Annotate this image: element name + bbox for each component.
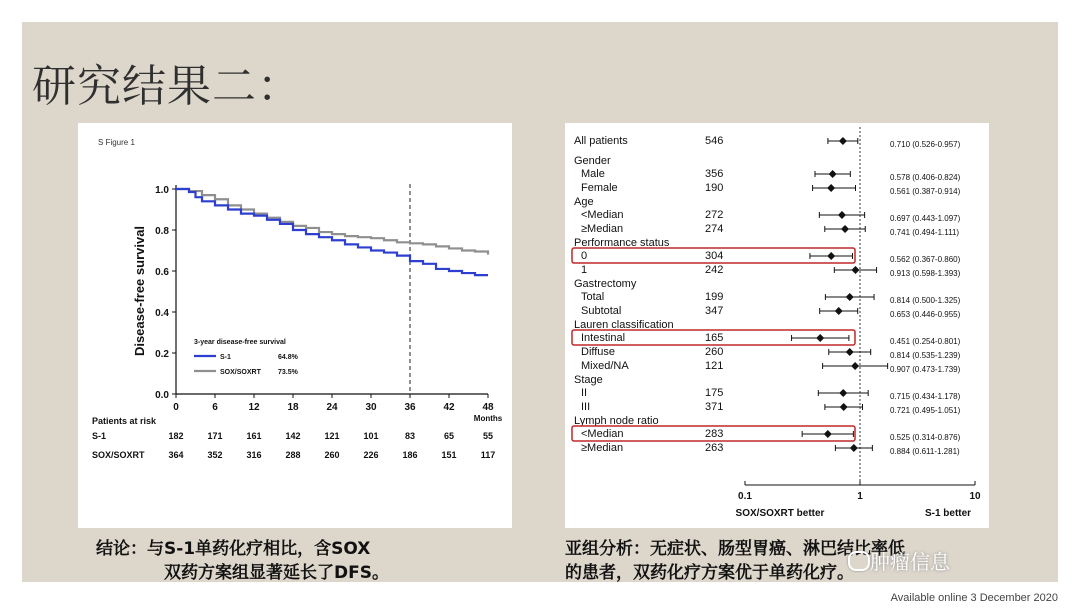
hr-point [846,293,854,301]
hr-ci-text: 0.561 (0.387-0.914) [890,187,961,196]
x-tick-label: 0 [173,402,179,413]
hr-point [850,444,858,452]
y-tick-label: 0.2 [155,349,169,360]
subgroup-heading: Lauren classification [574,319,674,331]
available-online-note: Available online 3 December 2020 [890,592,1058,604]
x-tick-label: 48 [482,402,494,413]
hr-point [840,403,848,411]
legend-value: 64.8% [278,354,298,361]
hr-point [824,430,832,438]
hr-point [827,252,835,260]
subgroup-label: Male [581,168,605,180]
watermark-text: 肿瘤信息 [870,550,950,574]
patient-count: 165 [705,332,724,344]
risk-cell: 352 [207,450,223,460]
right-caption-line1: 亚组分析：无症状、肠型胃癌、淋巴结比率低 [565,539,905,559]
forest-panel [565,123,989,528]
risk-cell: 316 [246,450,262,460]
risk-cell: 182 [168,431,184,441]
risk-cell: 65 [443,431,455,441]
slide-title: 研究结果二： [32,61,302,112]
subgroup-label: ≥Median [581,223,624,235]
forest-x-tick-label: 10 [969,491,981,502]
hr-ci-text: 0.884 (0.611-1.281) [890,447,960,456]
subgroup-label: III [581,401,591,413]
patient-count: 356 [705,168,724,180]
hr-point [835,307,843,315]
patient-count: 121 [705,360,724,372]
km-curve-sox-soxrt [176,189,488,255]
hr-ci-text: 0.578 (0.406-0.824) [890,173,961,182]
km-chart [78,123,512,528]
risk-row-label: S-1 [92,431,107,441]
hr-ci-text: 0.715 (0.434-1.178) [890,392,961,401]
patient-count: 304 [705,250,724,262]
subgroup-heading: Stage [574,374,603,386]
wechat-icon [848,551,870,571]
risk-cell: 364 [168,450,184,460]
hr-point [838,211,846,219]
left-caption-line2: 双药方案组显著延长了DFS。 [164,563,389,583]
risk-cell: 226 [363,450,379,460]
patient-count: 546 [705,135,724,147]
patient-count: 263 [705,442,724,454]
left-caption-line1: 结论：与S-1单药化疗相比，含SOX [96,539,371,559]
x-tick-label: 6 [212,402,218,413]
patient-count: 242 [705,264,724,276]
hr-point [846,348,854,356]
forest-x-tick-label: 0.1 [738,491,752,502]
left-caption [96,537,389,585]
x-tick-label: 30 [365,402,377,413]
risk-cell: 142 [285,431,301,441]
x-tick-label: 42 [443,402,455,413]
risk-cell: 117 [480,450,496,460]
legend-name: SOX/SOXRT [220,369,261,376]
subgroup-label: II [581,387,588,399]
hr-ci-text: 0.653 (0.446-0.955) [890,310,961,319]
hr-ci-text: 0.525 (0.314-0.876) [890,433,961,442]
subgroup-label: All patients [574,135,628,147]
y-axis-label: Disease-free survival [132,225,147,357]
y-tick-label: 0.4 [155,308,169,319]
risk-table-title: Patients at risk [92,416,157,426]
x-tick-label: 18 [287,402,299,413]
subgroup-heading: Age [574,196,594,208]
hr-ci-text: 0.814 (0.535-1.239) [890,351,961,360]
hr-point [841,225,849,233]
subgroup-label: <Median [581,428,624,440]
subgroup-label: Intestinal [581,332,626,344]
y-tick-label: 1.0 [155,185,169,196]
subgroup-heading: Gastrectomy [574,278,637,290]
hr-point [839,137,847,145]
patient-count: 272 [705,209,724,221]
km-panel [78,123,512,528]
x-axis-unit: Months [473,414,503,423]
subgroup-label: 0 [581,250,588,262]
forest-x-tick-label: 1 [857,491,863,502]
hr-point [839,389,847,397]
hr-point [851,266,859,274]
patient-count: 190 [705,182,724,194]
x-tick-label: 12 [248,402,260,413]
y-tick-label: 0.8 [155,226,169,237]
subgroup-label: Mixed/NA [581,360,629,372]
subgroup-heading: Performance status [574,237,670,249]
subgroup-label: Female [581,182,618,194]
x-tick-label: 36 [404,402,416,413]
legend-value: 73.5% [278,369,298,376]
hr-ci-text: 0.741 (0.494-1.111) [890,228,960,237]
hr-ci-text: 0.814 (0.500-1.325) [890,296,961,305]
subgroup-label: ≥Median [581,442,624,454]
y-tick-label: 0.0 [155,390,169,401]
risk-cell: 288 [285,450,301,460]
subgroup-label: <Median [581,209,624,221]
risk-row-label: SOX/SOXRT [92,450,145,460]
forest-plot [565,123,989,528]
patient-count: 274 [705,223,724,235]
risk-cell: 186 [402,450,418,460]
patient-count: 283 [705,428,724,440]
left-favors-label: SOX/SOXRT better [735,508,825,519]
right-favors-label: S-1 better [924,508,972,519]
patient-count: 175 [705,387,724,399]
right-caption-line2: 的患者，双药化疗方案优于单药化疗。 [565,563,854,583]
hr-point [827,184,835,192]
subgroup-heading: Lymph node ratio [574,415,659,427]
patient-count: 199 [705,291,724,303]
figure-label: S Figure 1 [98,138,135,147]
patient-count: 347 [705,305,724,317]
patient-count: 260 [705,346,724,358]
risk-cell: 83 [404,431,416,441]
hr-ci-text: 0.721 (0.495-1.051) [890,406,961,415]
hr-point [851,362,859,370]
risk-cell: 121 [324,431,340,441]
hr-ci-text: 0.710 (0.526-0.957) [890,140,961,149]
subgroup-heading: Gender [574,155,611,167]
subgroup-label: Subtotal [581,305,622,317]
hr-point [816,334,824,342]
risk-cell: 161 [246,431,262,441]
hr-point [829,170,837,178]
risk-cell: 101 [363,431,379,441]
hr-ci-text: 0.562 (0.367-0.860) [890,255,961,264]
hr-ci-text: 0.451 (0.254-0.801) [890,337,961,346]
patient-count: 371 [705,401,724,413]
subgroup-label: Total [581,291,605,303]
hr-ci-text: 0.913 (0.598-1.393) [890,269,961,278]
risk-cell: 55 [482,431,494,441]
x-tick-label: 24 [326,402,338,413]
hr-ci-text: 0.697 (0.443-1.097) [890,214,961,223]
subgroup-label: 1 [581,264,588,276]
y-tick-label: 0.6 [155,267,169,278]
risk-cell: 260 [324,450,340,460]
hr-ci-text: 0.907 (0.473-1.739) [890,365,961,374]
risk-cell: 151 [441,450,457,460]
subgroup-label: Diffuse [581,346,616,358]
legend-name: S-1 [220,354,231,361]
risk-cell: 171 [207,431,223,441]
legend-title: 3-year disease-free survival [194,339,286,346]
